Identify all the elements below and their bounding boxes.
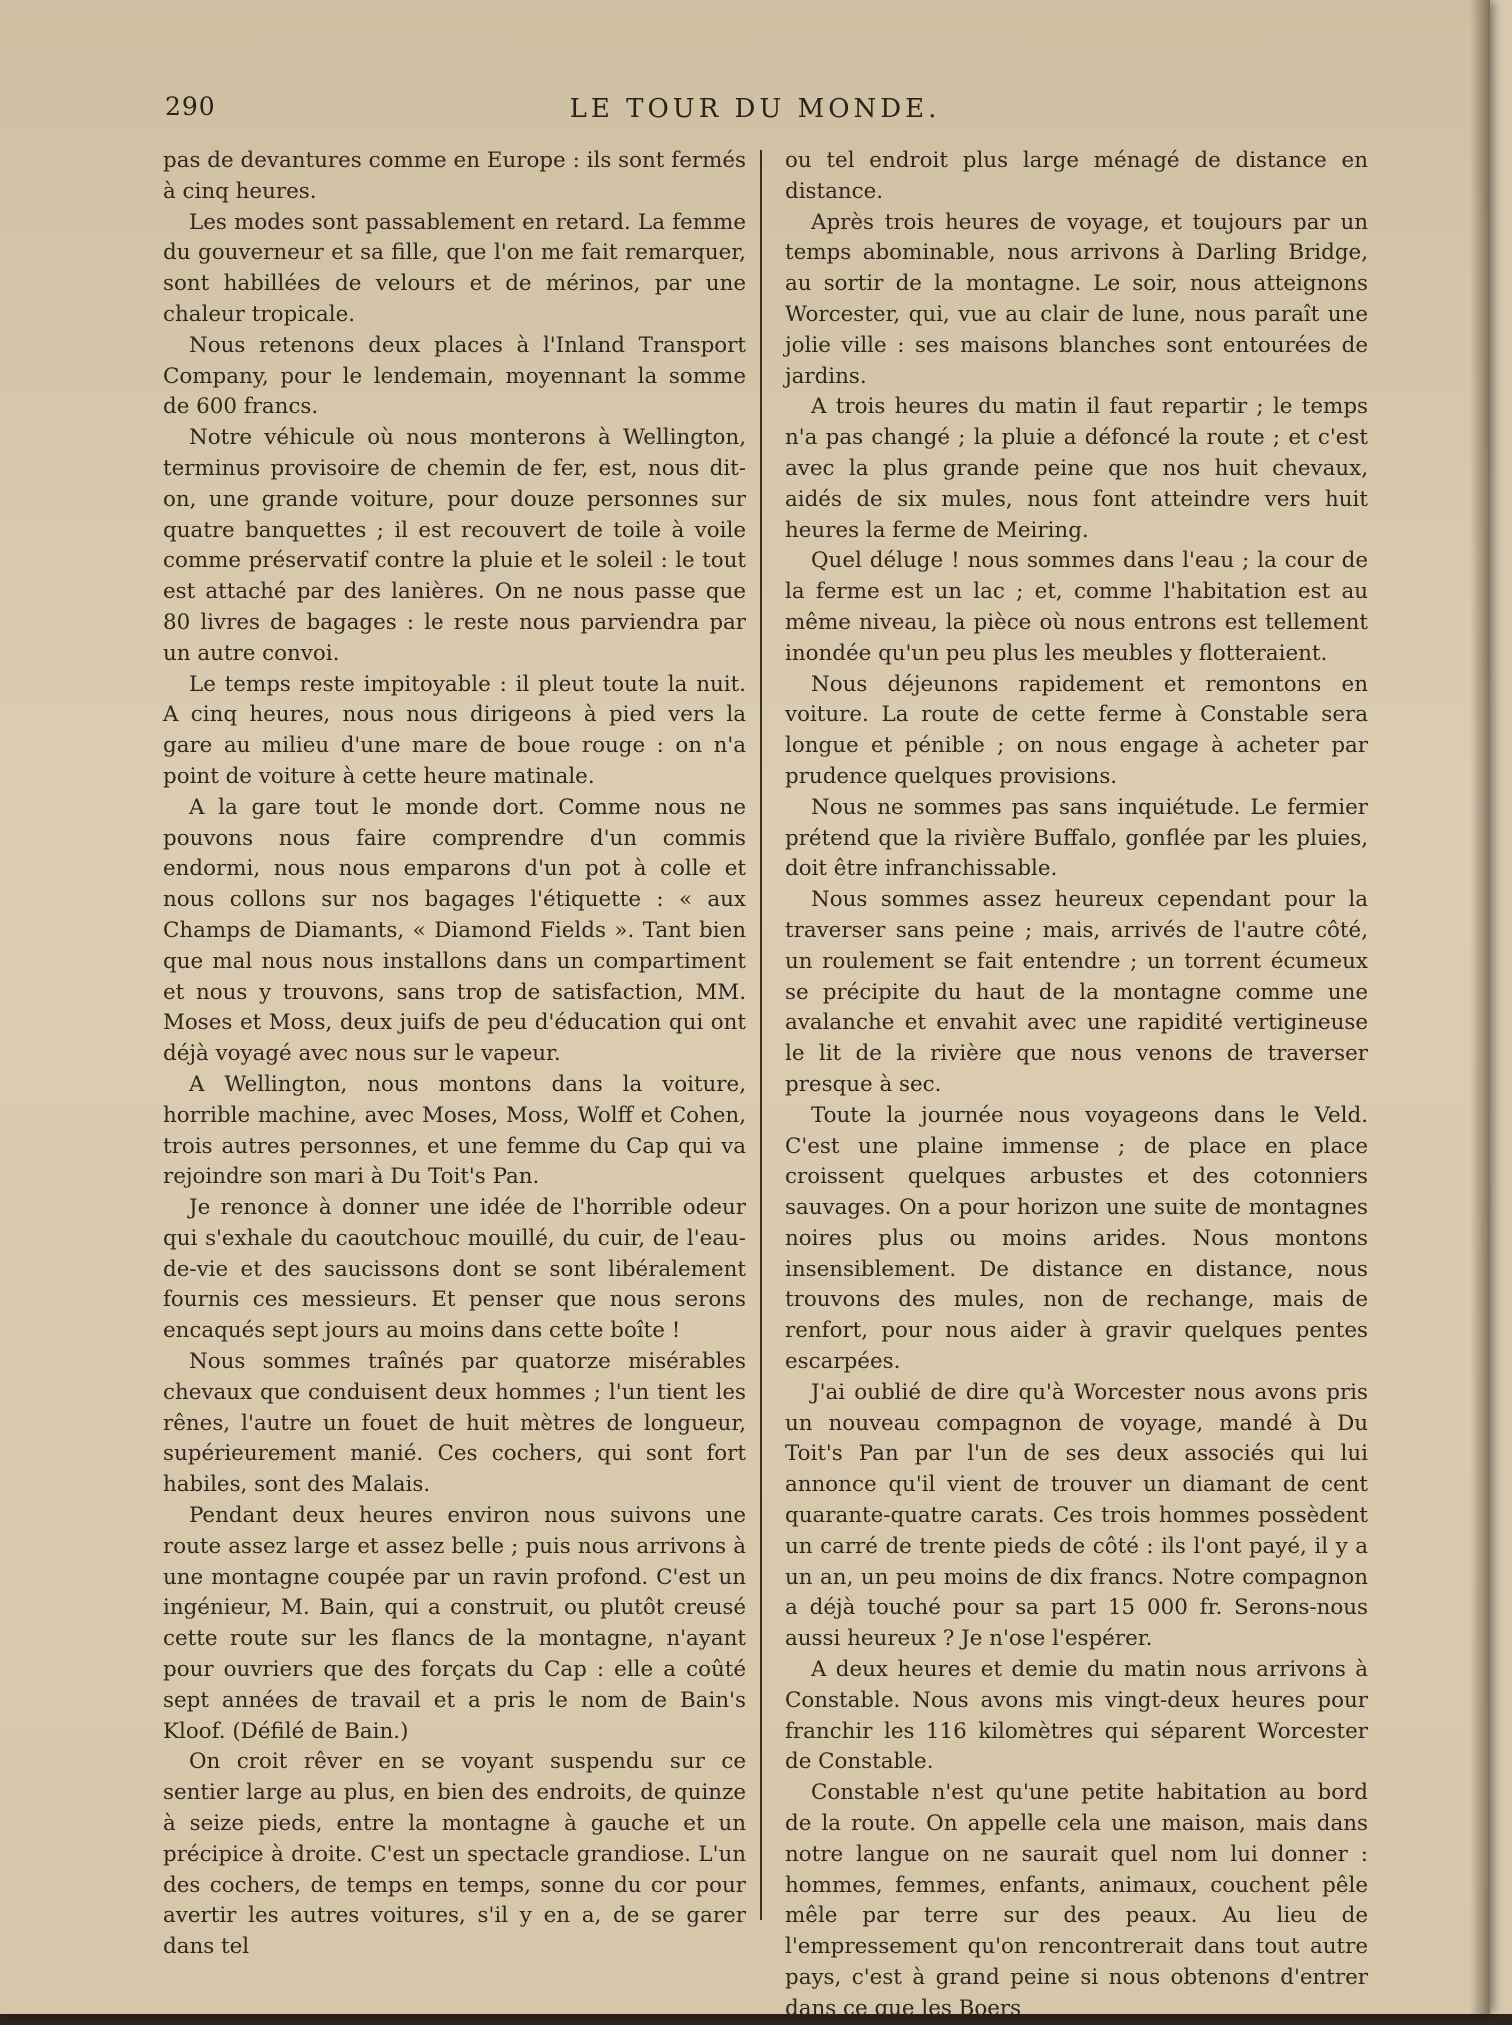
page-edge-shadow (1470, 0, 1490, 2014)
paragraph: Nous retenons deux places à l'Inland Transport Company, pour le lendemain, moyennant la somme de 600 francs. (163, 332, 746, 420)
paragraph: A Wellington, nous montons dans la voiture, horrible machine, avec Moses, Moss, Wolff et Cohen, trois autres personnes, et une femme du Cap qui va rejoindre son mari à Du Toit's Pan. (163, 1071, 746, 1190)
paragraph: Quel déluge ! nous sommes dans l'eau ; la cour de la ferme est un lac ; et, comme l'habitation est au même niveau, la pièce où nous entrons est tellement inondée qu'un peu plus les meubles y flotteraient. (785, 548, 1368, 666)
running-title: LE TOUR DU MONDE. (569, 94, 941, 124)
paragraph: Toute la journée nous voyageons dans le Veld. C'est une plaine immense ; de place en place croissent quelques arbustes et des cotonniers sauvages. On a pour horizon une suite de montagnes noires plus ou moins arides. Nous montons insensiblement. De distance en distance, nous trouvons des mules, non de rechange, mais de renfort, pour nous aider à gravir quelques pentes escarpées. (785, 1102, 1368, 1375)
paragraph: A deux heures et demie du matin nous arrivons à Constable. Nous avons mis vingt-deux heures pour franchir les 116 kilomètres qui séparent Worcester de Constable. (785, 1657, 1368, 1775)
page-header (165, 92, 1345, 132)
paragraph: pas de devantures comme en Europe : ils sont fermés à cinq heures. (163, 148, 746, 204)
paragraph: Nous déjeunons rapidement et remontons en voiture. La route de cette ferme à Constable sera longue et pénible ; on nous engage à acheter par prudence quelques provisions. (785, 671, 1368, 789)
paragraph: Constable n'est qu'une petite habitation au bord de la route. On appelle cela une maison, mais dans notre langue on ne saurait quel nom lui donner : hommes, femmes, enfants, animaux, couchent pêle mêle par terre sur des peaux. Au lieu de l'empressement qu'on rencontrerait dans tout autre pays, c'est à grand peine si nous obtenons d'entrer dans ce que les Boers (785, 1780, 1368, 2021)
paragraph: Nous sommes traînés par quatorze misérables chevaux que conduisent deux hommes ; l'un tient les rênes, l'autre un fouet de huit mètres de longueur, supérieurement manié. Ces cochers, qui sont fort habiles, sont des Malais. (163, 1349, 746, 1498)
paragraph: Notre véhicule où nous monterons à Wellington, terminus provisoire de chemin de fer, est, nous dit-on, une grande voiture, pour douze personnes sur quatre banquettes ; il est recouvert de toile à voile comme préservatif contre la pluie et le soleil : le tout est attaché par des lanières. On ne nous passe que 80 livres de bagages : le reste nous parviendra par un autre convoi. (163, 425, 746, 666)
paragraph: Nous ne sommes pas sans inquiétude. Le fermier prétend que la rivière Buffalo, gonflée par les pluies, doit être infranchissable. (785, 794, 1368, 882)
paragraph: Nous sommes assez heureux cependant pour la traverser sans peine ; mais, arrivés de l'autre côté, un roulement se fait entendre ; un torrent écumeux se précipite du haut de la montagne comme une avalanche et envahit avec une rapidité vertigineuse le lit de la rivière que nous venons de traverser presque à sec. (785, 887, 1368, 1097)
column-divider (760, 150, 762, 1920)
paragraph: ou tel endroit plus large ménagé de distance en distance. (785, 148, 1368, 204)
page-number: 290 (165, 92, 216, 121)
paragraph: A la gare tout le monde dort. Comme nous ne pouvons nous faire comprendre d'un commis endormi, nous nous emparons d'un pot à colle et nous collons sur nos bagages l'étiquette : « aux Champs de Diamants, « Diamond Fields ». Tant bien que mal nous nous installons dans un compartiment et nous y trouvons, sans trop de satisfaction, MM. Moses et Moss, deux juifs de peu d'éducation qui ont déjà voyagé avec nous sur le vapeur. (163, 794, 746, 1067)
paragraph: Les modes sont passablement en retard. La femme du gouverneur et sa fille, que l'on me fait remarquer, sont habillées de velours et de mérinos, par une chaleur tropicale. (163, 209, 746, 327)
paragraph: Le temps reste impitoyable : il pleut toute la nuit. A cinq heures, nous nous dirigeons à pied vers la gare au milieu d'une mare de boue rouge : on n'a point de voiture à cette heure matinale. (163, 671, 746, 789)
paragraph: On croit rêver en se voyant suspendu sur ce sentier large au plus, en bien des endroits, de quinze à seize pieds, entre la montagne à gauche et un précipice à droite. C'est un spectacle grandiose. L'un des cochers, de temps en temps, sonne du cor pour avertir les autres voitures, s'il y en a, de se garer dans tel (163, 1749, 746, 1960)
paragraph: A trois heures du matin il faut repartir ; le temps n'a pas changé ; la pluie a défoncé la route ; et c'est avec la plus grande peine que nos huit chevaux, aidés de six mules, nous font atteindre vers huit heures la ferme de Meiring. (785, 394, 1368, 543)
paragraph: Pendant deux heures environ nous suivons une route assez large et assez belle ; puis nous arrivons à une montagne coupée par un ravin profond. C'est un ingénieur, M. Bain, qui a construit, ou plutôt creusé cette route sur les flancs de la montagne, n'ayant pour ouvriers que des forçats du Cap : elle a coûté sept années de travail et a pris le nom de Bain's Kloof. (Défilé de Bain.) (163, 1503, 746, 1744)
paragraph: Après trois heures de voyage, et toujours par un temps abominable, nous arrivons à Darling Bridge, au sortir de la montagne. Le soir, nous atteignons Worcester, qui, vue au clair de lune, nous paraît une jolie ville : ses maisons blanches sont entourées de jardins. (785, 209, 1368, 389)
left-column (163, 146, 746, 1963)
paragraph: J'ai oublié de dire qu'à Worcester nous avons pris un nouveau compagnon de voyage, mandé à Du Toit's Pan par l'un de ses deux associés qui lui annonce qu'il vient de trouver un diamant de cent quarante-quatre carats. Ces trois hommes possèdent un carré de trente pieds de côté : ils l'ont payé, il y a un an, un peu moins de dix francs. Notre compagnon a déjà touché pour sa part 15 000 fr. Serons-nous aussi heureux ? Je n'ose l'espérer. (785, 1379, 1368, 1652)
right-column (785, 146, 1368, 2025)
paragraph: Je renonce à donner une idée de l'horrible odeur qui s'exhale du caoutchouc mouillé, du cuir, de l'eau-de-vie et des saucissons dont se sont libéralement fournis ces messieurs. Et penser que nous serons encaqués sept jours au moins dans cette boîte ! (163, 1195, 746, 1344)
